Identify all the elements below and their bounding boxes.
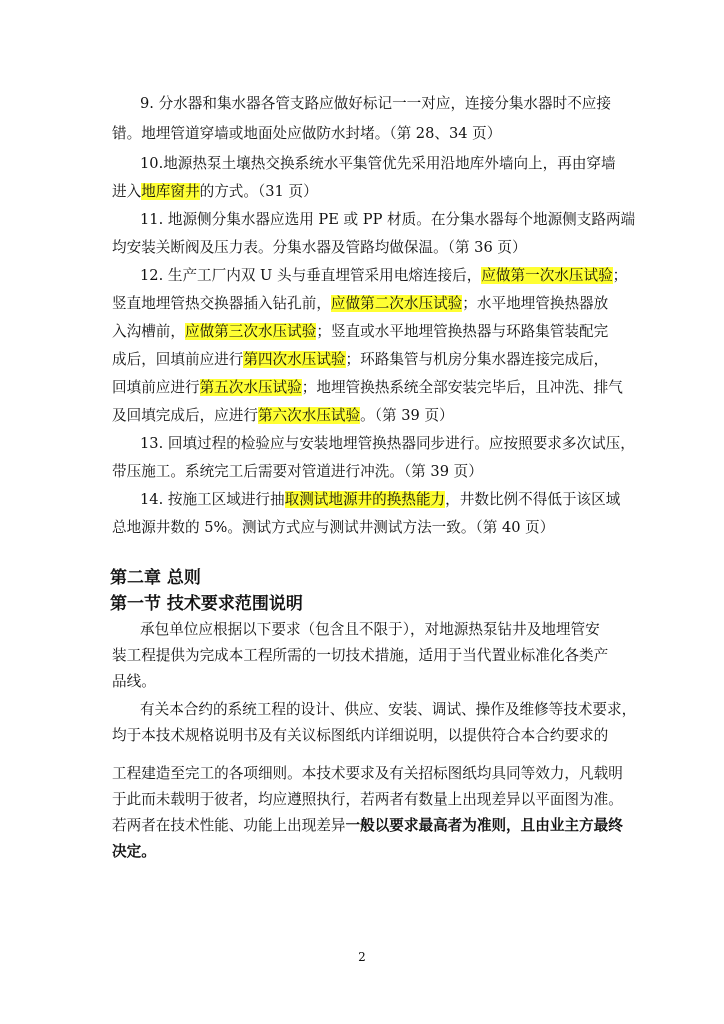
highlighted-text: 第四次水压试验 [243, 351, 346, 368]
text: 回填前应进行 [112, 379, 200, 396]
text: ；竖直或水平地埋管换热器与环路集管装配完 [316, 323, 609, 340]
para-2-line-1: 有关本合约的系统工程的设计、供应、安装、调试、操作及维修等技术要求， [140, 701, 637, 718]
item-12-line-6 [112, 406, 624, 426]
item-12-line-3 [112, 322, 624, 342]
text: 的方式。（31 页） [199, 183, 318, 200]
bold-text: 一般以要求最高者为准则，且由业主方最终 [345, 817, 623, 834]
item-9-line-1: 9. 分水器和集水器各管支路应做好标记一一对应，连接分集水器时不应接 [140, 95, 611, 112]
text: ； [612, 267, 628, 284]
item-9-line-2: 错。地埋管道穿墙或地面处应做防水封堵。（第 28、34 页） [112, 125, 502, 142]
highlighted-text: 第六次水压试验 [257, 407, 361, 424]
text: 及回填完成后，应进行 [112, 407, 258, 424]
item-12-line-5 [112, 378, 624, 398]
highlighted-text: 第五次水压试验 [199, 379, 302, 396]
para-1-line-3: 品线。 [112, 673, 156, 690]
page-number: 2 [358, 950, 366, 964]
text: ；环路集管与机房分集水器连接完成后， [345, 351, 609, 368]
highlighted-text: 地库窗井 [141, 183, 200, 200]
highlighted-text: 取测试地源井的换热能力 [284, 491, 446, 508]
highlighted-text: 应做第一次水压试验 [481, 267, 613, 284]
text: ；水平地埋管换热器放 [462, 295, 609, 312]
para-1-line-1: 承包单位应根据以下要求（包含且不限于），对地源热泵钻井及地埋管安 [140, 621, 600, 638]
section-heading: 第一节 技术要求范围说明 [110, 594, 303, 614]
item-11-line-2: 均安装关断阀及压力表。分集水器及管路均做保温。（第 36 页） [112, 239, 527, 256]
item-10-line-1: 10.地源热泵土壤热交换系统水平集管优先采用沿地库外墙向上，再由穿墙 [140, 155, 616, 172]
text: 。（第 39 页） [360, 407, 454, 424]
para-2-line-6: 决定。 [112, 843, 156, 860]
text: 12. 生产工厂内双 U 头与垂直埋管采用电熔连接后， [140, 267, 482, 284]
para-2-line-2: 均于本技术规格说明书及有关议标图纸内详细说明，以提供符合本合约要求的 [112, 727, 609, 744]
item-13-line-2: 带压施工。系统完工后需要对管道进行冲洗。（第 39 页） [112, 463, 483, 480]
text: ，井数比例不得低于该区域 [445, 491, 621, 508]
item-12-line-4 [112, 350, 624, 370]
para-1-line-2: 装工程提供为完成本工程所需的一切技术措施，适用于当代置业标准化各类产 [112, 647, 609, 664]
text: 入沟槽前， [112, 323, 185, 340]
text: 进入 [112, 183, 142, 200]
item-11-line-1: 11. 地源侧分集水器应选用 PE 或 PP 材质。在分集水器每个地源侧支路两端 [140, 211, 636, 228]
text: 成后，回填前应进行 [112, 351, 244, 368]
item-12-line-1 [140, 266, 628, 286]
highlighted-text: 应做第二次水压试验 [330, 295, 463, 312]
para-2-line-3: 工程建造至完工的各项细则。本技术要求及有关招标图纸均具同等效力，凡载明 [112, 765, 623, 782]
text: 14. 按施工区域进行抽 [140, 491, 285, 508]
item-10-line-2 [112, 182, 624, 202]
item-14-line-1 [140, 490, 624, 510]
text: 若两者在技术性能、功能上出现差异 [112, 817, 346, 834]
item-14-line-2: 总地源井数的 5%。测试方式应与测试井测试方法一致。（第 40 页） [112, 519, 555, 536]
text: ；地埋管换热系统全部安装完毕后，且冲洗、排气 [301, 379, 623, 396]
chapter-heading: 第二章 总则 [110, 568, 201, 588]
item-12-line-2 [112, 294, 624, 314]
para-2-line-5 [112, 816, 624, 836]
item-13-line-1: 13. 回填过程的检验应与安装地埋管换热器同步进行。应按照要求多次试压， [140, 435, 635, 452]
highlighted-text: 应做第三次水压试验 [184, 323, 317, 340]
para-2-line-4: 于此而未载明于彼者，均应遵照执行，若两者有数量上出现差异以平面图为准。 [112, 791, 623, 808]
text: 竖直地埋管热交换器插入钻孔前， [112, 295, 331, 312]
